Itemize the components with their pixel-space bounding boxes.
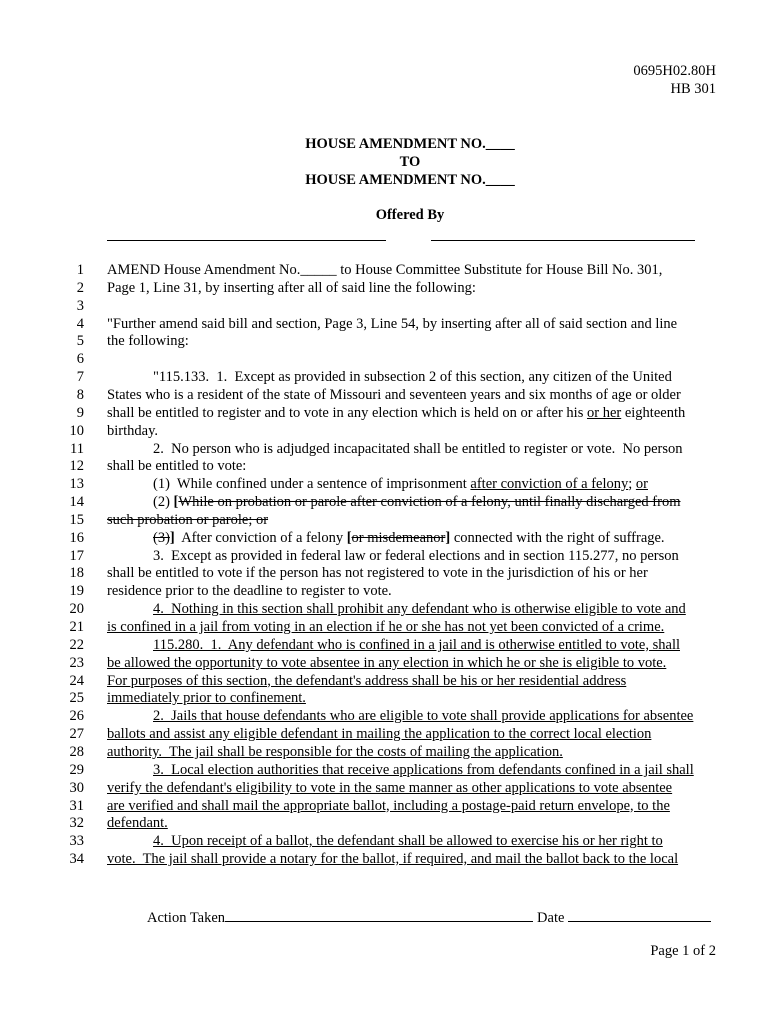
- sponsor-signature-line-left: [107, 240, 386, 241]
- line-number: 15: [69, 511, 84, 528]
- line-text: [107, 511, 268, 529]
- deleted-text: (3): [153, 529, 170, 546]
- line-number: 1: [76, 262, 84, 278]
- line-text: [153, 547, 679, 565]
- line-number: 29: [69, 761, 84, 778]
- line-segment: After conviction of a felony: [174, 529, 347, 546]
- line-number: 21: [69, 619, 84, 635]
- line-text: [153, 761, 694, 779]
- line-text: [107, 689, 306, 707]
- inserted-text: 3. Local election authorities that receive applications from defendants confined in a jail shall: [153, 761, 694, 778]
- line-segment: connected with the right of suffrage.: [450, 529, 665, 546]
- inserted-text: For purposes of this section, the defendant's address shall be his or her residential address: [107, 672, 627, 689]
- line-text: [107, 654, 666, 672]
- line-text: [153, 368, 672, 386]
- line-text: [153, 832, 663, 850]
- line-segment: 3. Except as provided in federal law or federal elections and in section 115.277, no person: [153, 547, 679, 564]
- line-number: 7: [76, 369, 84, 386]
- line-number: 32: [69, 815, 84, 832]
- line-segment: birthday.: [107, 422, 159, 439]
- line-segment: States who is a resident of the state of Missouri and seventeen years and six months of age or older: [107, 386, 681, 403]
- line-text: [107, 618, 664, 636]
- line-text: [107, 279, 476, 297]
- line-number: 13: [69, 476, 84, 493]
- line-number: 10: [69, 422, 84, 439]
- line-segment: (1) While confined under a sentence of imprisonment: [153, 476, 471, 493]
- line-number: 2: [76, 279, 84, 296]
- line-text: [107, 814, 168, 832]
- deleted-text: or misdemeanor: [351, 529, 446, 546]
- inserted-text: be allowed the opportunity to vote absentee in any election in which he or she is eligible to vote.: [107, 654, 667, 671]
- line-number: 30: [69, 779, 84, 796]
- date-label: Date: [537, 910, 565, 926]
- line-segment: (2): [153, 494, 174, 511]
- line-text: [153, 493, 681, 511]
- line-segment: the following:: [107, 333, 189, 350]
- line-number: 25: [69, 690, 84, 707]
- date-blank: [568, 907, 711, 922]
- line-number: 26: [69, 708, 84, 725]
- inserted-text: verify the defendant's eligibility to vote in the same manner as other applications to vote absentee: [107, 779, 673, 796]
- inserted-text: 4. Nothing in this section shall prohibit any defendant who is otherwise eligible to vote and: [153, 601, 686, 618]
- line-number: 28: [69, 743, 84, 760]
- line-text: [107, 850, 678, 868]
- line-number: 4: [76, 315, 84, 332]
- line-segment: shall be entitled to vote:: [107, 458, 247, 475]
- line-segment: residence prior to the deadline to register to vote.: [107, 583, 392, 600]
- line-number: 34: [69, 851, 84, 868]
- line-text: [107, 261, 662, 279]
- line-text: [107, 582, 392, 600]
- line-text: [153, 707, 693, 725]
- amendment-title: [0, 135, 770, 189]
- line-number: 8: [76, 386, 84, 403]
- action-taken-row: [147, 907, 711, 927]
- line-number: 24: [69, 672, 84, 689]
- inserted-text: authority. The jail shall be responsible for the costs of mailing the application.: [107, 743, 563, 760]
- line-text: [107, 422, 158, 440]
- line-text: [107, 315, 677, 333]
- line-text: [107, 332, 189, 350]
- line-text: [107, 386, 681, 404]
- line-segment: eighteenth: [621, 404, 686, 421]
- deleted-text: such probation or parole; or: [107, 511, 269, 528]
- line-segment: shall be entitled to register and to vote in any election which is held on or after his: [107, 404, 587, 421]
- inserted-text: vote. The jail shall provide a notary for the ballot, if required, and mail the ballot back to the local: [107, 851, 679, 868]
- bill-number: HB 301: [670, 81, 716, 97]
- line-text: [107, 672, 626, 690]
- document-id: 0695H02.80H: [633, 63, 716, 79]
- line-text: [107, 743, 563, 761]
- page-number: Page 1 of 2: [650, 943, 716, 959]
- line-number: 19: [69, 583, 84, 600]
- inserted-text: are verified and shall mail the appropriate ballot, including a postage-paid return envelope, to the: [107, 797, 670, 814]
- inserted-text: or her: [586, 404, 622, 421]
- line-number: 33: [69, 833, 84, 850]
- inserted-text: ballots and assist any eligible defendant in mailing the application to the correct local election: [107, 726, 652, 743]
- line-number: 3: [76, 297, 84, 314]
- title-line-1: HOUSE AMENDMENT NO.____: [305, 136, 515, 152]
- line-segment: [: [346, 529, 352, 546]
- offered-by-label: Offered By: [375, 207, 445, 223]
- inserted-text: immediately prior to confinement.: [107, 690, 306, 707]
- line-number: 20: [69, 601, 84, 618]
- line-number: 27: [69, 726, 84, 743]
- line-text: [153, 636, 680, 654]
- line-number: 31: [69, 797, 84, 814]
- header-doc-ids: [633, 62, 716, 98]
- line-text: [107, 725, 651, 743]
- title-line-3: HOUSE AMENDMENT NO.____: [305, 172, 515, 188]
- line-number: 6: [76, 351, 84, 368]
- deleted-text: While on probation or parole after conviction of a felony, until finally discharged from: [178, 494, 681, 511]
- title-line-2: TO: [399, 154, 421, 170]
- line-number: 12: [69, 458, 84, 475]
- line-segment: shall be entitled to vote if the person has not registered to vote in the jurisdiction of his or her: [107, 565, 648, 582]
- inserted-text: or: [635, 476, 648, 493]
- line-number: 11: [70, 440, 84, 457]
- line-number: 5: [76, 333, 84, 350]
- sponsor-signature-line-right: [431, 240, 695, 241]
- inserted-text: after conviction of a felony: [470, 476, 629, 493]
- line-segment: ]: [169, 529, 175, 546]
- line-segment: "Further amend said bill and section, Page 3, Line 54, by inserting after all of said section and line: [107, 315, 678, 332]
- inserted-text: 2. Jails that house defendants who are eligible to vote shall provide applications for absentee: [153, 708, 694, 725]
- line-segment: [: [173, 494, 179, 511]
- line-number: 23: [69, 654, 84, 671]
- line-segment: ;: [628, 476, 636, 493]
- line-number: 18: [69, 565, 84, 582]
- inserted-text: defendant.: [107, 815, 168, 832]
- line-text: [107, 797, 670, 815]
- line-segment: "115.133. 1. Except as provided in subsection 2 of this section, any citizen of the United: [153, 369, 672, 386]
- line-text: [107, 779, 672, 797]
- line-text: [153, 440, 683, 458]
- line-text: [107, 457, 246, 475]
- line-number: 14: [69, 494, 84, 511]
- action-taken-blank: [225, 907, 533, 922]
- line-text: [153, 600, 686, 618]
- line-segment: 2. No person who is adjudged incapacitated shall be entitled to register or vote. No person: [153, 440, 683, 457]
- line-segment: ]: [445, 529, 451, 546]
- line-number: 22: [69, 636, 84, 653]
- inserted-text: 4. Upon receipt of a ballot, the defendant shall be allowed to exercise his or her right to: [153, 833, 663, 850]
- inserted-text: 115.280. 1. Any defendant who is confined in a jail and is otherwise entitled to vote, shall: [153, 636, 680, 653]
- line-segment: Page 1, Line 31, by inserting after all of said line the following:: [107, 279, 476, 296]
- line-number: 16: [69, 529, 84, 546]
- line-segment: AMEND House Amendment No._____ to House Committee Substitute for House Bill No. 301,: [107, 262, 663, 278]
- inserted-text: is confined in a jail from voting in an election if he or she has not yet been convicted of a crime.: [107, 619, 665, 635]
- action-taken-label: Action Taken: [147, 910, 226, 926]
- line-text: [107, 404, 685, 422]
- line-text: [153, 529, 665, 547]
- line-text: [107, 564, 648, 582]
- line-number: 9: [76, 404, 84, 421]
- line-text: [153, 475, 648, 493]
- line-number: 17: [69, 547, 84, 564]
